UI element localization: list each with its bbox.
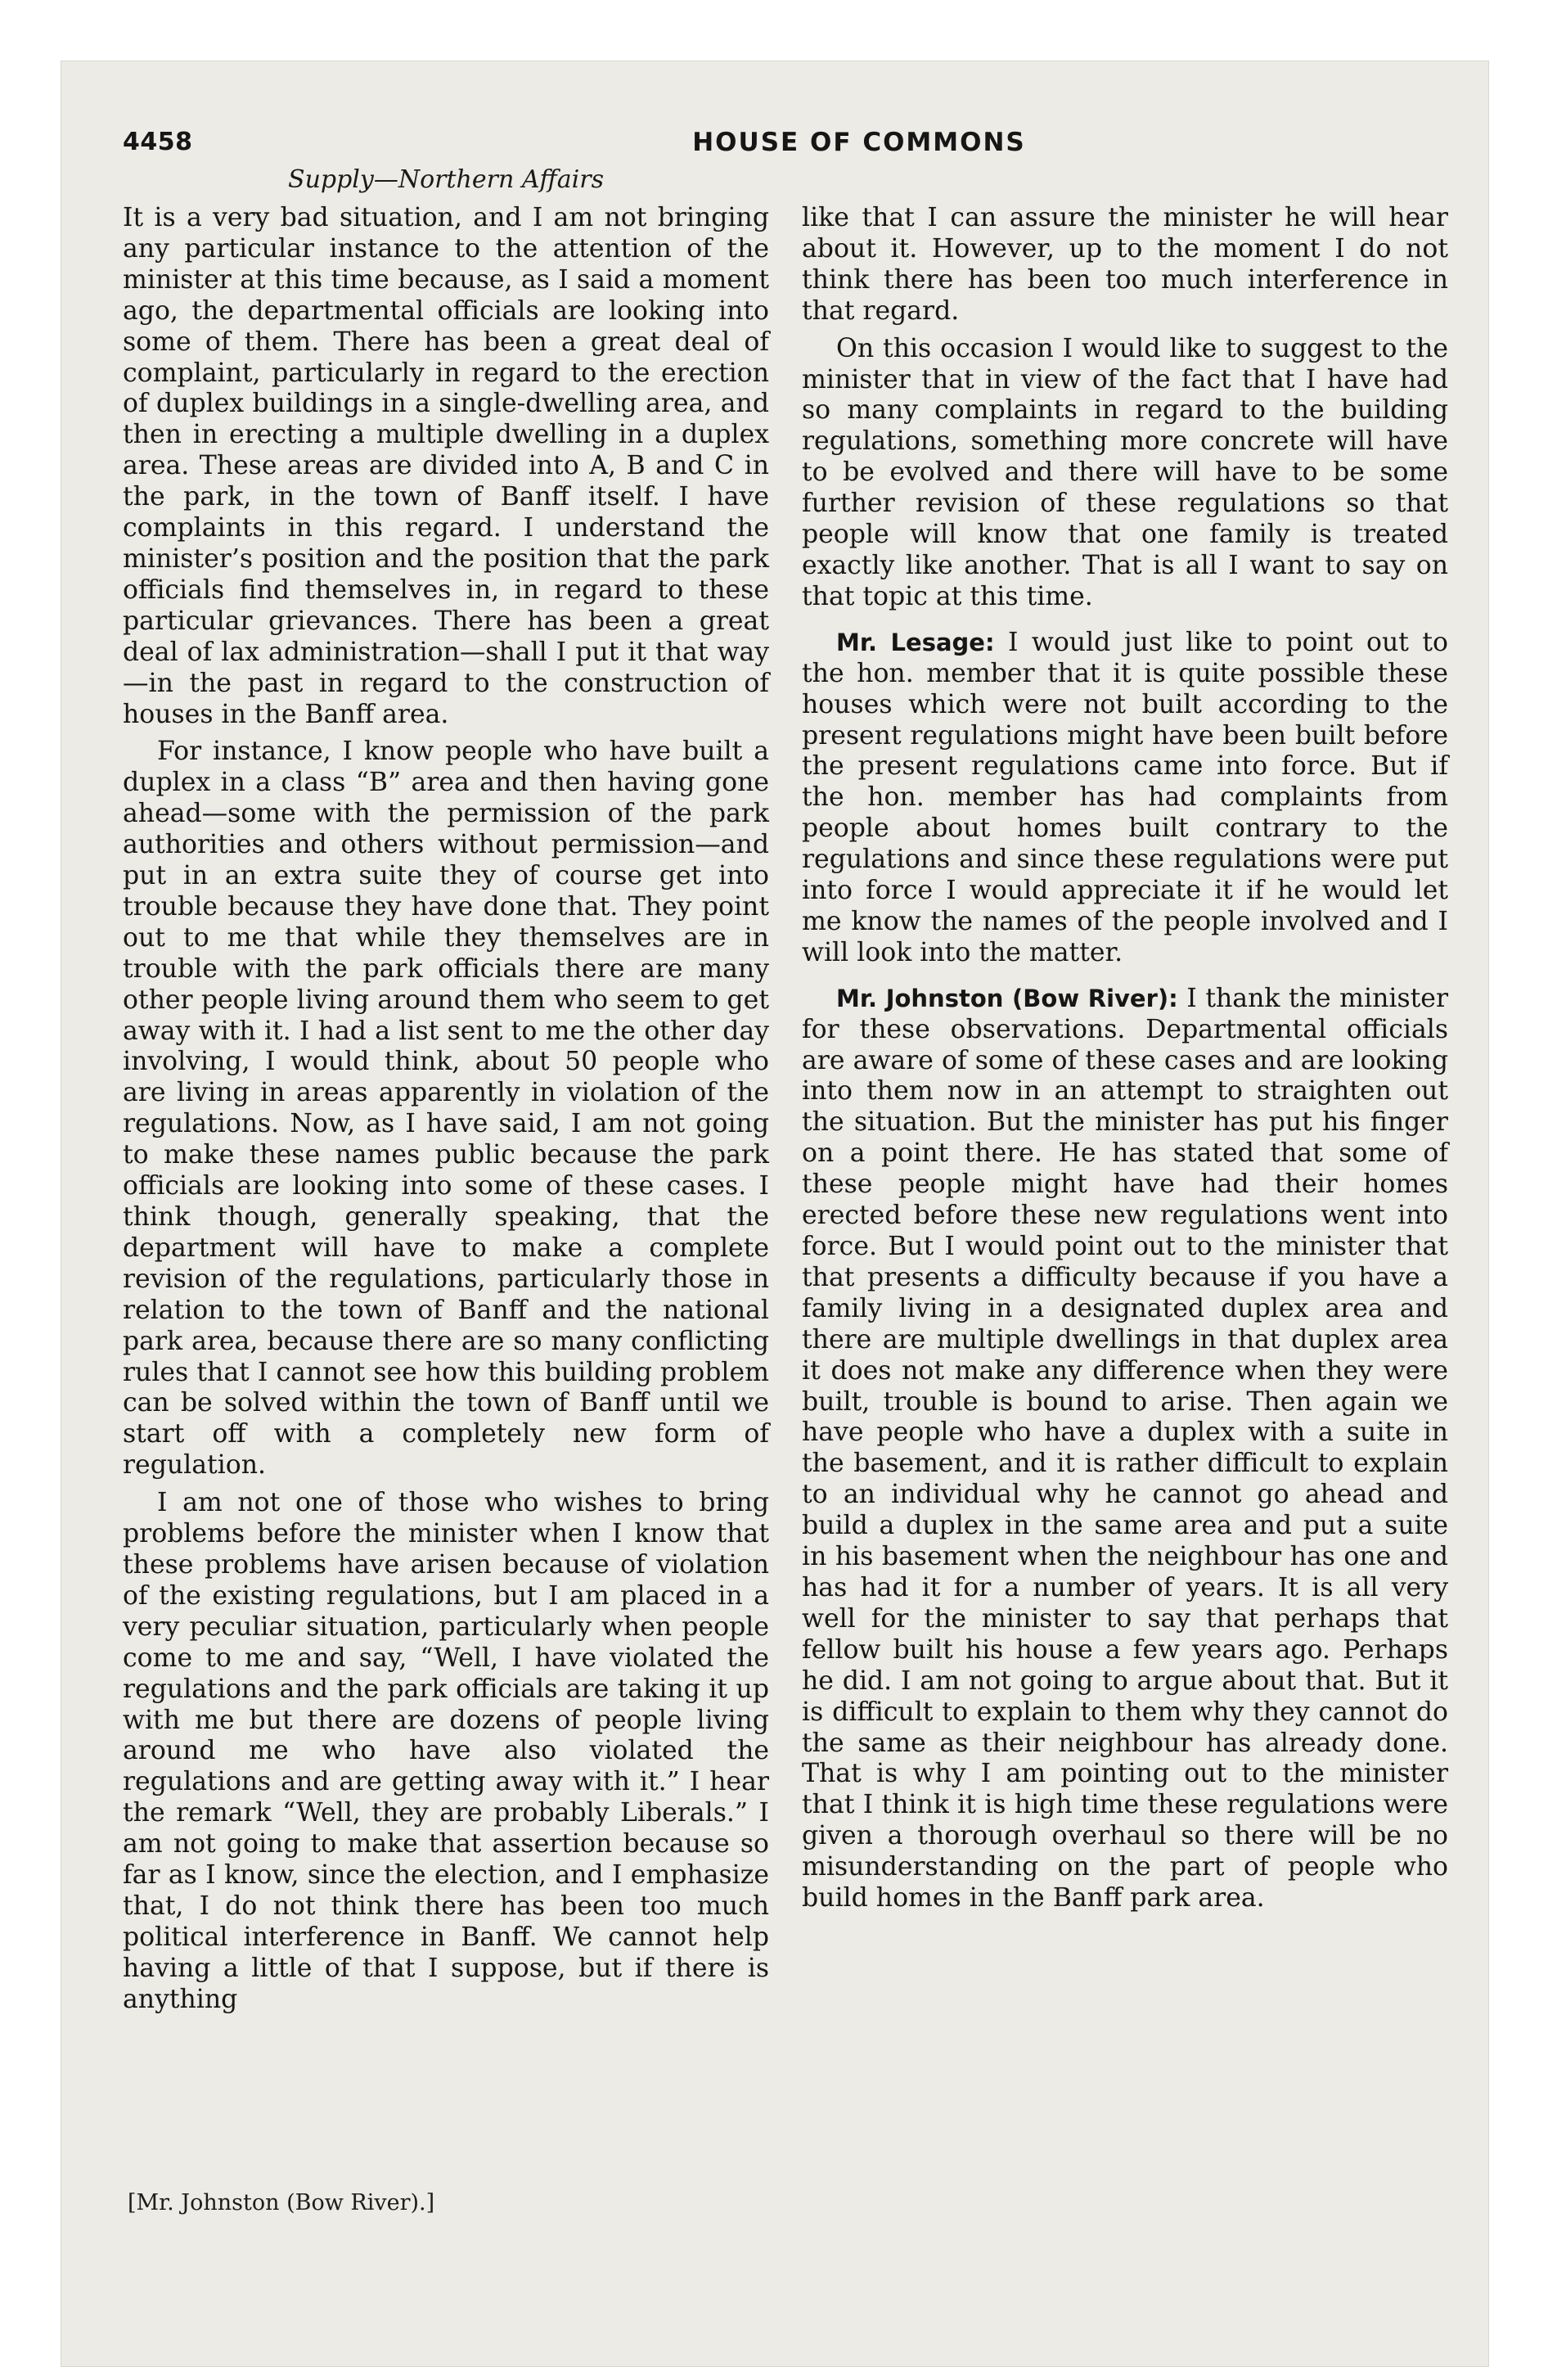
paragraph-text: I would just like to point out to the hon. member that it is quite possible these houses which were not built according to the present regulations might have been built before the present regulations came into force. But if the hon. member has had complaints from people about homes built contrary to the regulations and since these regulations were put into force I would appreciate it if he would let me know the names of the people involved and I will look into the matter. [802, 627, 1448, 967]
paragraph: It is a very bad situation, and I am not bringing any particular instance to the attention of the minister at this time because, as I said a moment ago, the departmental officials are looking into some of them. There has been a great deal of complaint, particularly in regard to the erection of duplex buildings in a single-dwelling area, and then in erecting a multiple dwelling in a duplex area. These areas are divided into A, B and C in the park, in the town of Banff itself. I have complaints in this regard. I understand the minister’s position and the position that the park officials find themselves in, in regard to these particular grievances. There has been a great deal of lax administration—shall I put it that way—in the past in regard to the construction of houses in the Banff area. [123, 203, 769, 729]
speaker-name: Mr. Johnston (Bow River): [836, 984, 1178, 1012]
paragraph: I am not one of those who wishes to bring problems before the minister when I know that these problems have arisen because of violation of the existing regulations, but I am placed in a very peculiar situation, particularly when people come to me and say, “Well, I have violated the regulations and the park officials are taking it up with me but there are dozens of people living around me who have also violated the regulations and are getting away with it.” I hear the remark “Well, they are probably Liberals.” I am not going to make that assertion because so far as I know, since the election, and I emphasize that, I do not think there has been too much political interference in Banff. We cannot help having a little of that I suppose, but if there is anything [123, 1488, 769, 2014]
section-title: Supply—Northern Affairs [288, 165, 604, 194]
paragraph-text: like that I can assure the minister he will hear about it. However, up to the moment I do not think there has been too much interference in that regard. [802, 203, 1448, 326]
page-header [123, 128, 1448, 164]
paragraph: For instance, I know people who have built a duplex in a class “B” area and then having gone ahead—some with the permission of the park authorities and others without permission—and put in an extra suite they of course get into trouble because they have done that. They point out to me that while they themselves are in trouble with the park officials there are many other people living around them who seem to get away with it. I had a list sent to me the other day involving, I would think, about 50 people who are living in areas apparently in violation of the regulations. Now, as I have said, I am not going to make these names public because the park officials are looking into some of these cases. I think though, generally speaking, that the department will have to make a complete revision of the regulations, particularly those in relation to the town of Banff and the national park area, because there are so many conflicting rules that I cannot see how this building problem can be solved within the town of Banff until we start off with a completely new form of regulation. [123, 737, 769, 1481]
left-column [123, 203, 769, 2022]
paragraph [802, 334, 1448, 613]
running-title: HOUSE OF COMMONS [692, 128, 1026, 157]
speaker-name: Mr. Lesage: [836, 628, 995, 656]
paragraph-text: I thank the minister for these observations. Departmental officials are aware of some of these cases and are looking into them now in an attempt to straighten out the situation. But the minister has put his finger on a point there. He has stated that some of these people might have had their homes erected before these new regulations went into force. But I would point out to the minister that that presents a difficulty because if you have a family living in a designated duplex area and there are multiple dwellings in that duplex area it does not make any difference when they were built, trouble is bound to arise. Then again we have people who have a duplex with a suite in the basement, and it is rather difficult to explain to an individual why he cannot go ahead and build a duplex in the same area and put a suite in his basement when the neighbour has one and has had it for a number of years. It is all very well for the minister to say that perhaps that fellow built his house a few years ago. Perhaps he did. I am not going to argue about that. But it is difficult to explain to them why they cannot do the same as their neighbour has already done. That is why I am pointing out to the minister that I think it is high time these regulations were given a thorough overhaul so there will be no misunderstanding on the part of people who build homes in the Banff park area. [802, 983, 1449, 1913]
speaker-footnote: [Mr. Johnston (Bow River).] [128, 2190, 435, 2215]
page-number: 4458 [123, 128, 193, 156]
paragraph [802, 984, 1448, 1914]
paragraph-text: On this occasion I would like to suggest to the minister that in view of the fact that I have had so many complaints in regard to the building regulations, something more concrete will have to be evolved and there will have to be some further revision of these regulations so that people will know that one family is treated exactly like another. That is all I want to say on that topic at this time. [802, 333, 1448, 611]
paragraph [802, 203, 1448, 327]
right-column [802, 203, 1448, 1921]
paragraph [802, 628, 1448, 969]
